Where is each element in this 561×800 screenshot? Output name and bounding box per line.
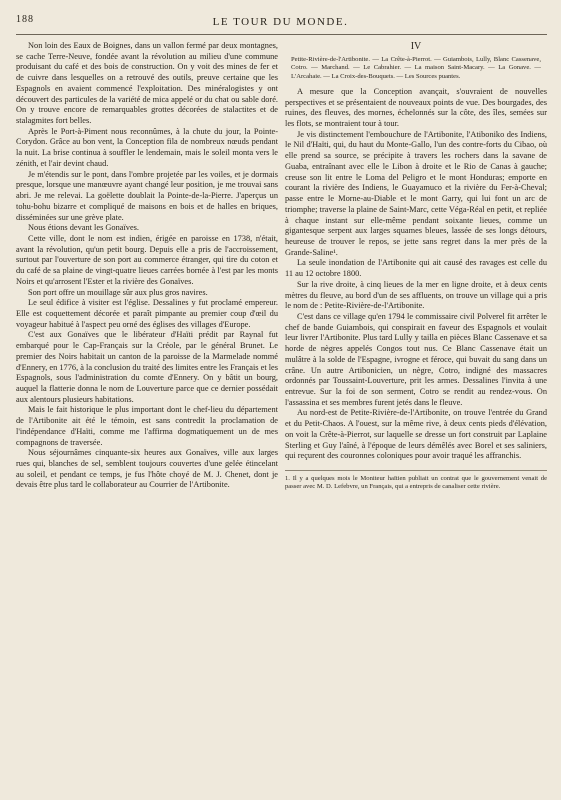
section-number: IV [410, 41, 422, 52]
paragraph: C'est aux Gonaïves que le libérateur d'Haïti prédit par Raynal fut embarqué pour le Cap-Français sur la Créole, par le général Brunet. Le premier des Noirs habitait un canton de la paroisse de la Marmelade nommé d'Ennery, en 1776, à la conclusion du traité des limites entre les Français et les Espagnols, sous l'administration du comte d'Ennery. On y bâtit un bourg, auquel la flatterie donna le nom de Louverture parce que ce dernier possédait aux alentours plusieurs habitations. [16, 330, 278, 404]
paragraph: C'est dans ce village qu'en 1794 le commissaire civil Polverel fit arrêter le chef de bande Guiambois, qui conspirait en faveur des Espagnols et voulait leur livrer l'Artibonite. Plus tard Lully y tailla en pièces Blanc Cassenave et sa horde de nègres appelés Congos tout nus. Ce Blanc Cassenave était un mulâtre à la solde de l'Espagne, ivrogne et féroce, qui buvait du sang dans un crâne. Un autre Artibonicien, un nègre, Cotro, indigné des massacres ordonnés par Toussaint-Louverture, prit les armes. Dessalines l'invita à une entrevue. Sur la foi de son serment, Cotro se rendit au rendez-vous. On l'assassina et ses membres furent jetés dans le fleuve. [285, 311, 547, 407]
paragraph: Mais le fait historique le plus important dont le chef-lieu du département de l'Artibonite ait été le témoin, est sans contredit la proclamation de l'indépendance d'Haïti, comme me l'affirma dogmatiquement un de mes compagnons de traversée. [16, 405, 278, 447]
footnote: 1. Il y a quelques mois le Moniteur haïtien publiait un contrat que le gouvernement venait de passer avec M. D. Lefebvre, un Français, qui a entrepris de canaliser cette rivière. [285, 470, 547, 491]
paragraph: La seule inondation de l'Artibonite qui ait causé des ravages est celle du 11 au 12 octobre 1800. [285, 258, 547, 279]
paragraph: Nous étions devant les Gonaïves. [28, 223, 139, 233]
right-column [285, 41, 547, 491]
paragraph: Non loin des Eaux de Boignes, dans un vallon fermé par deux montagnes, se cache Terre-Neuve, fondée avant la révolution au milieu d'une commune produisant du café et des bois de construction. On y voit des mines de fer et de cuivre dans lesquelles on a retrouvé des outils, preuve certaine que les Espagnols en avaient commencé l'exploitation. Des minéralogistes y ont découvert des particules de la variété de mica appelé or du chat ou sable doré. On y trouve encore de remarquables grottes décorées de stalactites et de stalagmites fort belles. [16, 41, 278, 126]
paragraph: Cette ville, dont le nom est indien, érigée en paroisse en 1738, n'était, avant la révolution, qu'un petit bourg. Depuis elle a pris de l'accroissement, surtout par l'ouverture de son port au commerce étranger, qui tire du coton et du café de sa plaine de vingt-quatre lieues carrées bornée à l'est par les monts Noirs et qu'arrosent l'Ester et la rivière des Gonaïves. [16, 233, 278, 286]
paragraph: Son port offre un mouillage sûr aux plus gros navires. [28, 287, 208, 297]
paragraph: A mesure que la Conception avançait, s'ouvraient de nouvelles perspectives et se présentaient de nouveaux points de vue. Des bourgades, des ruines, des fleuves, des mornes, échelonnés sur la côte, des îles, semées sur les flots, se montraient tour à tour. [285, 86, 547, 129]
paragraph: Je m'étendis sur le pont, dans l'ombre projetée par les voiles, et je dormais presque, lorsque une manœuvre ayant changé leur position, je me trouvai sans abri. Je me relevai. La goëlette doublait la Pointe-de-la-Pierre. J'aperçus un tohu-bohu bizarre et compliqué de maisons en bois et de halles en briques, disséminées sur une grève plate. [16, 169, 278, 222]
text-columns [16, 41, 547, 491]
chapter-summary: Petite-Rivière-de-l'Artibonite. — La Crête-à-Pierrot. — Guiambois, Lully, Blanc Cassenave, Cotro. — Marchand. — Le Cabrahier. — La maison Saint-Macary. — La Gonave. — L'Arcahaie. — La Croix-des-Bouquets. — Les Sources puantes. [291, 56, 541, 80]
paragraph: Sur la rive droite, à cinq lieues de la mer en ligne droite, et à deux cents mètres du fleuve, au bord d'un de ses affluents, on trouve un village qui a pris le nom de : Petite-Rivière-de-l'Artibonite. [285, 279, 547, 311]
left-column [16, 41, 278, 491]
running-title: LE TOUR DU MONDE. [212, 16, 349, 28]
paragraph: Au nord-est de Petite-Rivière-de-l'Artibonite, on trouve l'entrée du Grand et du Petit-Chaos. A l'ouest, sur la même rive, à deux cents pieds d'élévation, on voit la Crête-à-Pierrot, sur laquelle se dresse un fort construit par Laplaine Sterling et Guy l'aîné, à l'époque de leurs démêlés avec Borel et ses saliniers, qui reçurent des couronnes coloniques pour avoir traqué les affranchis. [285, 408, 547, 461]
paragraph: Le seul édifice à visiter est l'église. Dessalines y fut proclamé empereur. Elle est coquettement décorée et paraît pimpante au premier coup d'œil du voyageur habitué à l'aspect peu orné des églises des villages d'Europe. [16, 298, 278, 329]
paragraph: Après le Port-à-Piment nous reconnûmes, à la chute du jour, la Pointe-Corydon. Grâce au bon vent, la Conception fila de nombreux nœuds pendant la nuit. La brise continua à souffler le lendemain, mais le soleil monta vers le zénith, et l'air devint chaud. [16, 126, 278, 168]
page-number: 188 [16, 14, 34, 25]
paragraph: Je vis distinctement l'embouchure de l'Artibonite, l'Atiboniko des Indiens, le Nil d'Haïti, qui, du haut du Monte-Gallo, l'un des contre-forts du Cibao, où elle prend sa source, se précipite à travers les rochers dans la savane de Guaba, entraînant avec elle le Libon à droite et le Rio de Canas à gauche; creuse son lit entre le Loma del Peligro et le mont Honduras; emporte en courant la rivière des Indiens, le Guayamuco et la rivière du Fer-à-Cheval; passe entre le Morne-au-Diable et le mont Garry, qui lui font un arc de triomphe; traverse la plaine de Saint-Marc, cette Véga-Réal en petit, et repliée à chaque instant sur elle-même pendant soixante lieues, comme un gigantesque serpent aux larges squames bleues, lassée de ses longs détours, heureuse de trouver le repos, se jette sans regret dans la mer près de la Grande-Saline¹. [285, 129, 547, 257]
paragraph: Nous séjournâmes cinquante-six heures aux Gonaïves, ville aux larges rues qui, blanches de sel, semblent toujours couvertes d'une gelée étincelant au soleil, et pendant ce temps, je fus l'hôte choyé de M. J. Chenet, dont je devais être plus tard le collaborateur au Courrier de l'Artibonite. [16, 448, 278, 490]
